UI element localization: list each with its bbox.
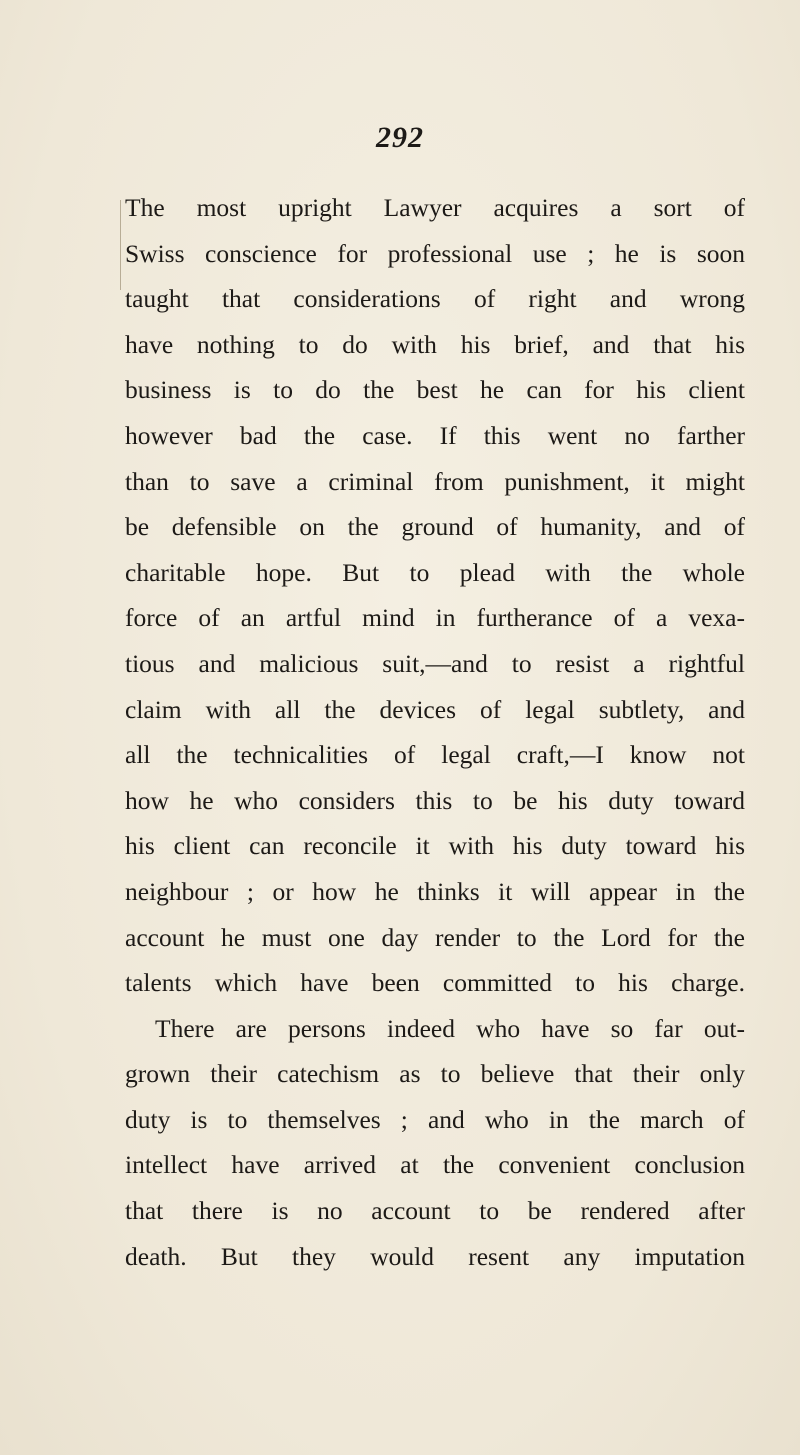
body-text [125,185,745,1279]
page-number: 292 [376,121,424,154]
text-line: his client can reconcile it with his duty toward his [125,831,745,861]
text-line: all the technicalities of legal craft,—I know not [125,740,745,770]
text-line: claim with all the devices of legal subtlety, and [125,694,745,724]
text-line: have nothing to do with his brief, and that his [125,329,745,359]
text-line: The most upright Lawyer acquires a sort of [125,193,745,222]
text-line: death. But they would resent any imputation [125,1241,745,1271]
text-line: be defensible on the ground of humanity, and of [125,512,745,542]
text-line: business is to do the best he can for his client [125,375,745,405]
text-line: than to save a criminal from punishment, it might [125,466,745,496]
text-line: how he who considers this to be his duty toward [125,785,745,815]
text-line: Swiss conscience for professional use ; he is soon [125,238,745,268]
text-line: neighbour ; or how he thinks it will appear in the [125,876,745,906]
text-line: grown their catechism as to believe that their only [125,1059,745,1089]
text-line: talents which have been committed to his charge. [125,968,745,998]
text-line: that there is no account to be rendered after [125,1196,745,1226]
text-line: however bad the case. If this went no farther [125,420,745,450]
text-line: taught that considerations of right and wrong [125,284,745,314]
text-line: There are persons indeed who have so far out- [155,1013,745,1043]
text-line: intellect have arrived at the convenient conclusion [125,1150,745,1180]
text-line: charitable hope. But to plead with the whole [125,557,745,587]
margin-mark [120,200,121,290]
text-line: tious and malicious suit,—and to resist a rightful [125,648,745,678]
text-line: duty is to themselves ; and who in the march of [125,1104,745,1134]
text-line: account he must one day render to the Lord for the [125,922,745,952]
text-line: force of an artful mind in furtherance of a vexa- [125,603,745,633]
